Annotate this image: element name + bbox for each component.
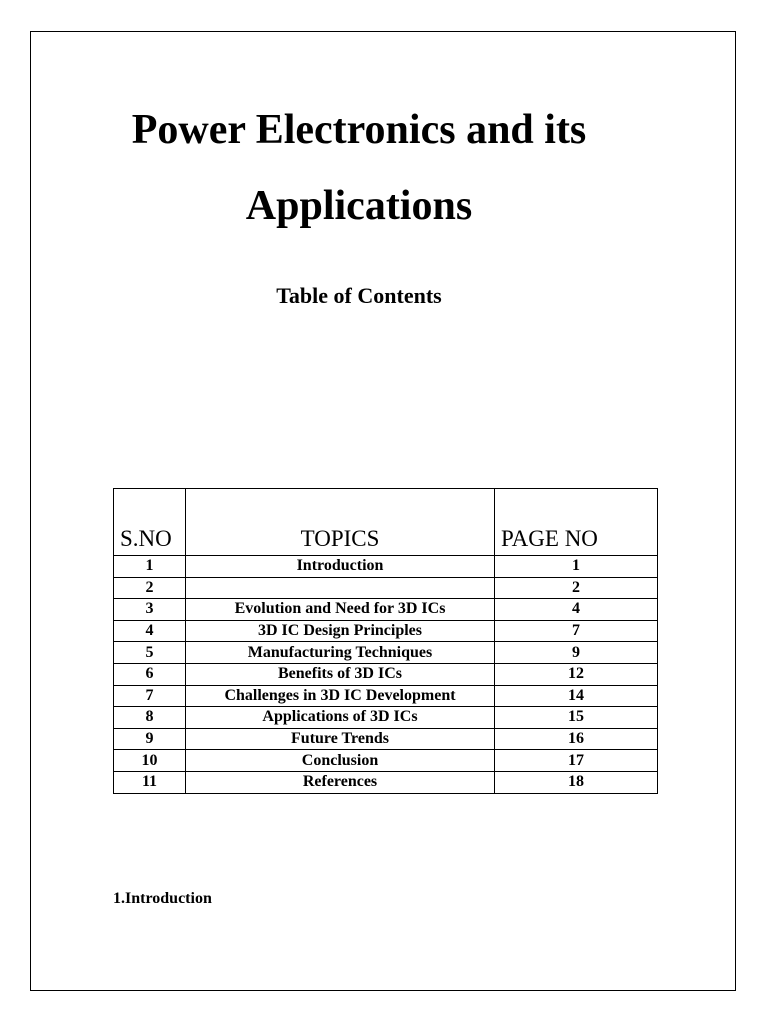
cell-topic: Conclusion	[186, 750, 495, 772]
table-row	[114, 728, 658, 750]
cell-sno: 4	[114, 620, 186, 642]
cell-page: 9	[495, 642, 658, 664]
cell-page: 1	[495, 556, 658, 578]
toc-heading: Table of Contents	[276, 283, 442, 308]
cell-topic: Manufacturing Techniques	[186, 642, 495, 664]
cell-page: 14	[495, 685, 658, 707]
cell-topic: 3D IC Design Principles	[186, 620, 495, 642]
document-title	[0, 92, 718, 244]
table-row	[114, 642, 658, 664]
table-row	[114, 707, 658, 729]
header-sno: S.NO	[114, 489, 186, 556]
cell-sno: 8	[114, 707, 186, 729]
cell-page: 4	[495, 599, 658, 621]
cell-topic: Future Trends	[186, 728, 495, 750]
cell-sno: 10	[114, 750, 186, 772]
cell-sno: 9	[114, 728, 186, 750]
header-page-no: PAGE NO	[495, 489, 658, 556]
cell-sno: 11	[114, 771, 186, 793]
header-topics: TOPICS	[186, 489, 495, 556]
document-title-line-1: Power Electronics and its	[131, 107, 587, 153]
cell-topic: Benefits of 3D ICs	[186, 663, 495, 685]
cell-page: 17	[495, 750, 658, 772]
table-row	[114, 685, 658, 707]
cell-topic	[186, 577, 495, 599]
cell-page: 15	[495, 707, 658, 729]
cell-sno: 6	[114, 663, 186, 685]
table-row	[114, 750, 658, 772]
cell-sno: 2	[114, 577, 186, 599]
cell-topic: Applications of 3D ICs	[186, 707, 495, 729]
table-row	[114, 620, 658, 642]
table-row	[114, 556, 658, 578]
cell-topic: Challenges in 3D IC Development	[186, 685, 495, 707]
cell-page: 7	[495, 620, 658, 642]
table-row	[114, 663, 658, 685]
toc-header-row	[114, 489, 658, 556]
cell-sno: 3	[114, 599, 186, 621]
cell-sno: 7	[114, 685, 186, 707]
section-heading-introduction: 1.Introduction	[113, 890, 212, 907]
table-row	[114, 599, 658, 621]
cell-topic: Introduction	[186, 556, 495, 578]
document-title-line-2: Applications	[245, 183, 473, 229]
cell-sno: 1	[114, 556, 186, 578]
cell-topic: References	[186, 771, 495, 793]
cell-sno: 5	[114, 642, 186, 664]
cell-topic: Evolution and Need for 3D ICs	[186, 599, 495, 621]
cell-page: 16	[495, 728, 658, 750]
table-row	[114, 771, 658, 793]
cell-page: 12	[495, 663, 658, 685]
toc-table	[113, 488, 658, 794]
cell-page: 18	[495, 771, 658, 793]
cell-page: 2	[495, 577, 658, 599]
table-row	[114, 577, 658, 599]
